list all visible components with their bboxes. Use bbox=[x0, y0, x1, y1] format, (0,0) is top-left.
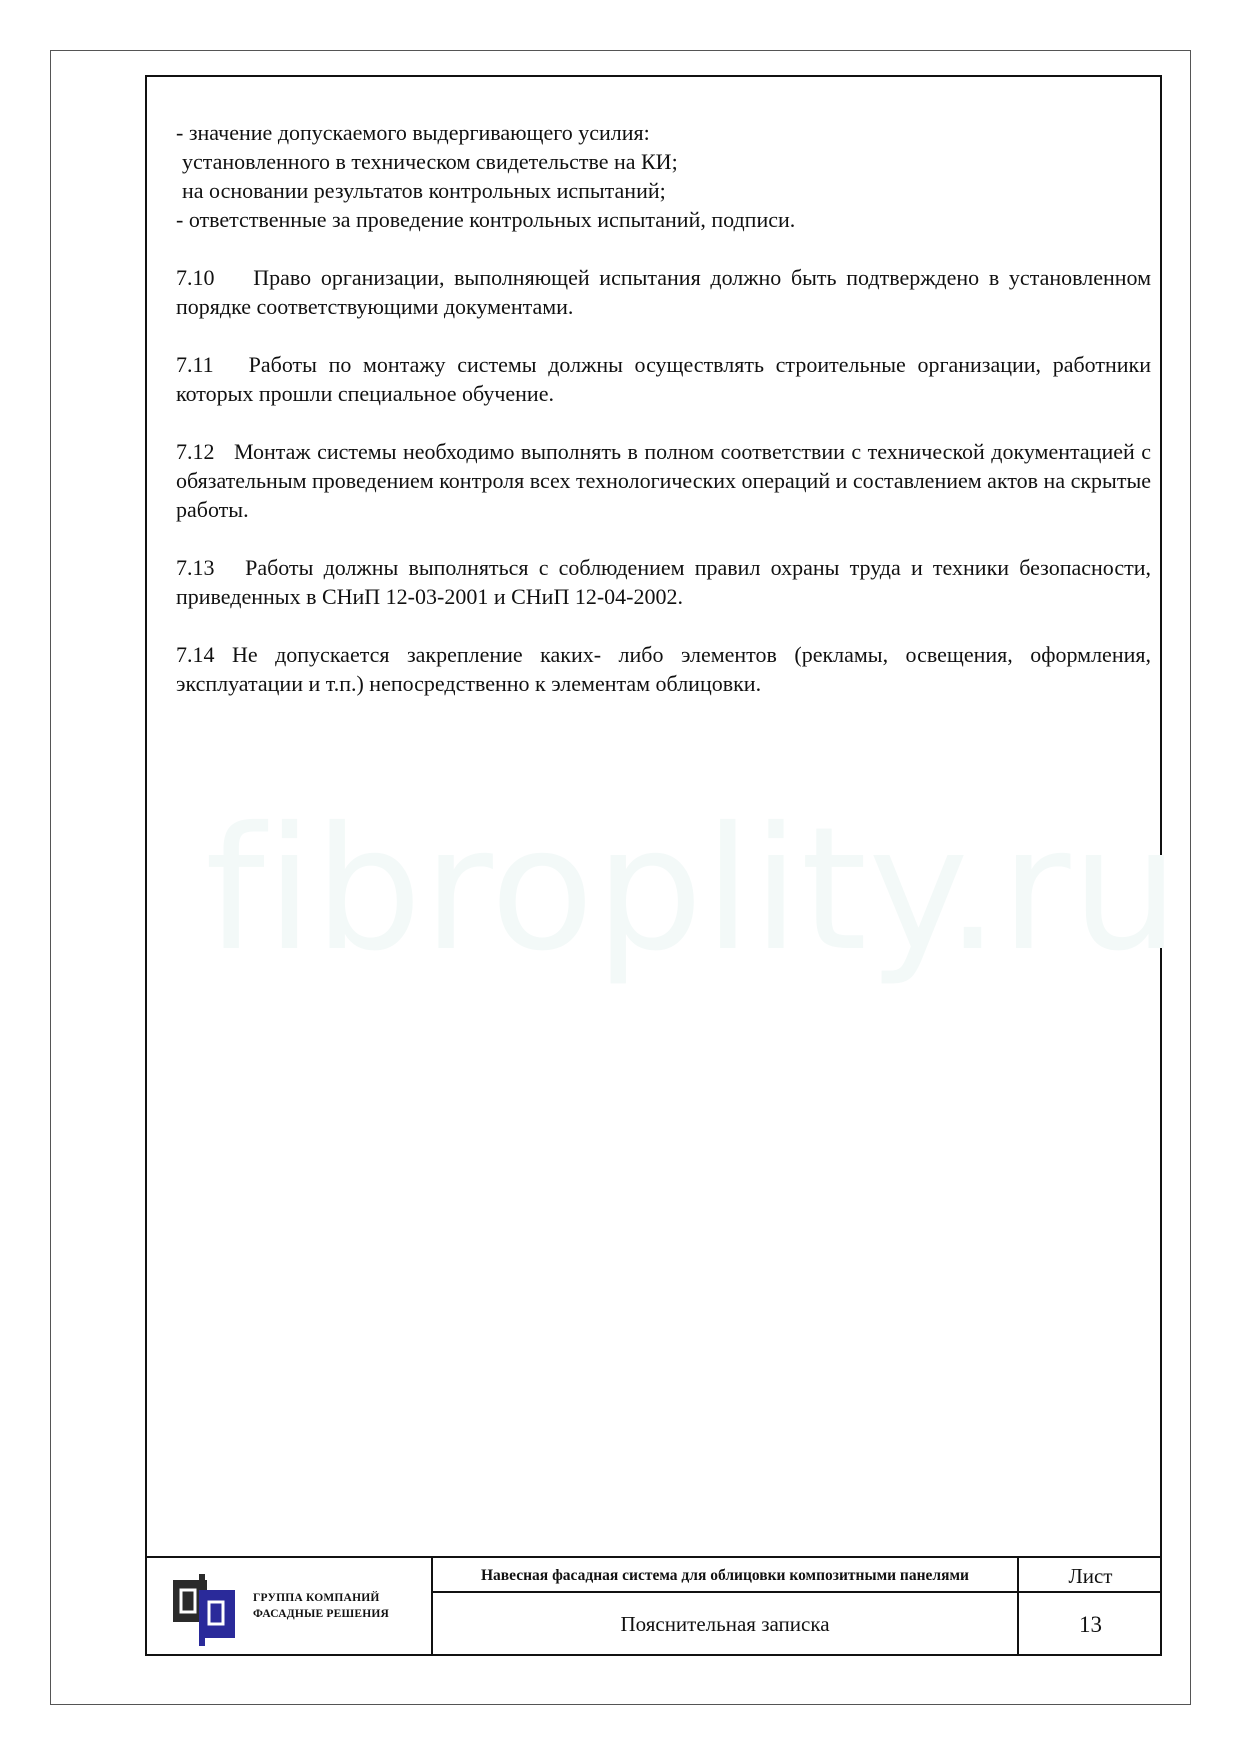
document-name: Пояснительная записка bbox=[620, 1612, 830, 1636]
paragraph-7-12 bbox=[176, 437, 1151, 524]
paragraph-7-13 bbox=[176, 553, 1151, 611]
company-name-line: ГРУППА КОМПАНИЙ bbox=[253, 1592, 380, 1604]
paragraph-number: 7.11 bbox=[176, 352, 214, 377]
list-block bbox=[176, 118, 1151, 234]
project-title: Навесная фасадная система для облицовки композитными панелями bbox=[481, 1567, 969, 1584]
paragraph-7-14 bbox=[176, 640, 1151, 698]
paragraph-text: Работы должны выполняться с соблюдением правил охраны труда и техники безопасности, приведенных в СНиП 12-03-2001 и СНиП 12-04-2002. bbox=[176, 555, 1152, 609]
paragraph-number: 7.13 bbox=[176, 555, 215, 580]
paragraph-text: Монтаж системы необходимо выполнять в полном соответствии с технической документацией с обязательным проведением контроля всех технологических операций и составлением актов на скрытые работы. bbox=[176, 439, 1152, 522]
paragraph-text: Работы по монтажу системы должны осуществлять строительные организации, работники которых прошли специальное обучение. bbox=[176, 352, 1151, 406]
paragraph-7-10 bbox=[176, 263, 1151, 321]
list-line: на основании результатов контрольных испытаний; bbox=[182, 178, 666, 203]
watermark: fibroplity.ru bbox=[205, 791, 1181, 989]
list-line: - ответственные за проведение контрольных испытаний, подписи. bbox=[176, 207, 796, 232]
paragraph-number: 7.12 bbox=[176, 439, 215, 464]
title-block-divider bbox=[1017, 1558, 1019, 1656]
paragraph-7-11 bbox=[176, 350, 1151, 408]
title-block-divider bbox=[431, 1591, 1162, 1593]
company-name bbox=[253, 1590, 433, 1622]
document-body bbox=[176, 118, 1151, 727]
page-number: 13 bbox=[1079, 1612, 1102, 1637]
company-logo-icon bbox=[173, 1572, 243, 1646]
list-line: - значение допускаемого выдергивающего усилия: bbox=[176, 120, 650, 145]
list-line: установленного в техническом свидетельстве на КИ; bbox=[182, 149, 678, 174]
paragraph-text: Не допускается закрепление каких- либо элементов (рекламы, освещения, оформления, эксплуатации и т.п.) непосредственно к элементам облицовки. bbox=[176, 642, 1151, 696]
paragraph-number: 7.14 bbox=[176, 642, 215, 667]
paragraph-number: 7.10 bbox=[176, 265, 215, 290]
paragraph-text: Право организации, выполняющей испытания должно быть подтверждено в установленном порядке соответствующими документами. bbox=[176, 265, 1152, 319]
title-block bbox=[145, 1556, 1162, 1656]
company-name-line: ФАСАДНЫЕ РЕШЕНИЯ bbox=[253, 1608, 390, 1620]
sheet-label: Лист bbox=[1068, 1564, 1113, 1588]
